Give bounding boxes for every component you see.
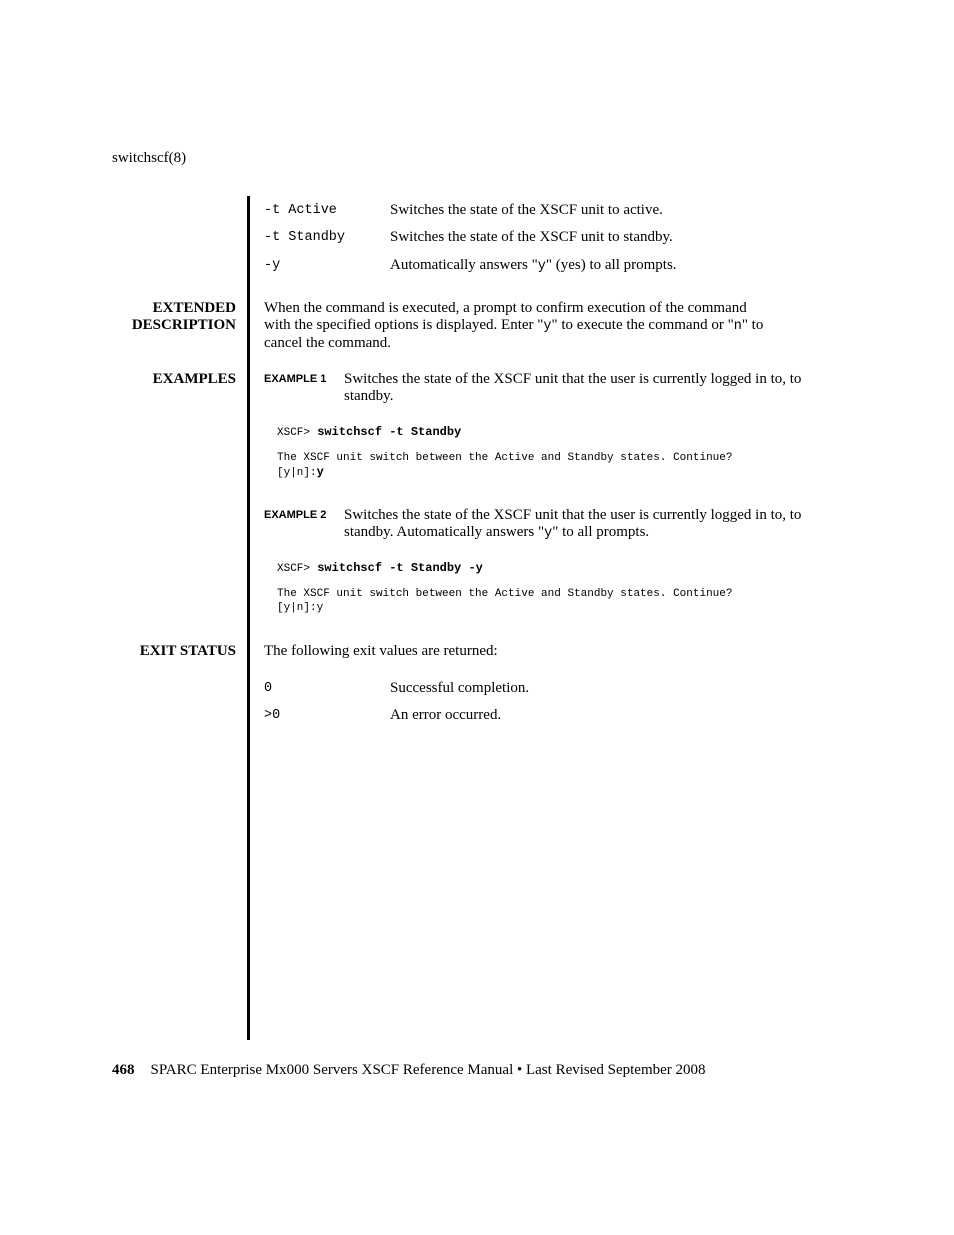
ext-line2-a: with the specified options is displayed. Enter "	[264, 317, 544, 333]
exit-meaning-nonzero: An error occurred.	[390, 707, 502, 723]
example-1-output	[277, 451, 732, 480]
ext-line2-n: n	[733, 319, 742, 334]
example-1-output-line1: The XSCF unit switch between the Active and Standby states. Continue?	[277, 452, 733, 464]
extended-description-line3: cancel the command.	[264, 335, 392, 351]
option-desc-y-pre: Automatically answers "	[390, 257, 538, 273]
option-desc-standby: Switches the state of the XSCF unit to standby.	[390, 229, 673, 245]
example-1-label: EXAMPLE 1	[264, 373, 327, 385]
examples-heading: EXAMPLES	[152, 371, 236, 387]
option-desc-active: Switches the state of the XSCF unit to active.	[390, 202, 663, 218]
section-divider-rule	[247, 196, 250, 1040]
example-1-command	[277, 425, 461, 440]
extended-description-heading-line1: EXTENDED	[152, 300, 236, 316]
option-desc-y-post: " (yes) to all prompts.	[545, 257, 677, 273]
option-desc-y-code: y	[537, 259, 546, 274]
exit-code-0: 0	[264, 681, 273, 696]
footer-text: SPARC Enterprise Mx000 Servers XSCF Reference Manual • Last Revised September 2008	[150, 1062, 706, 1078]
example-2-command-text: switchscf -t Standby -y	[317, 561, 483, 575]
ex2-line2-b: " to all prompts.	[552, 524, 650, 540]
example-1-text	[344, 371, 826, 405]
ext-line2-y: y	[543, 319, 552, 334]
example-2-text-line1: Switches the state of the XSCF unit that the user is currently logged in to, to	[344, 507, 802, 523]
example-2-command	[277, 561, 483, 576]
option-flag-standby: -t Standby	[264, 230, 346, 245]
extended-description-body	[264, 300, 826, 352]
ext-line2-b: " to execute the command or "	[551, 317, 734, 333]
example-1-text-line1: Switches the state of the XSCF unit that the user is currently logged in to, to	[344, 371, 802, 387]
example-2-output-line1: The XSCF unit switch between the Active and Standby states. Continue?	[277, 588, 733, 600]
option-flag-y: -y	[264, 258, 281, 273]
example-1-prompt: XSCF>	[277, 427, 311, 439]
page-number: 468	[112, 1062, 135, 1078]
example-1-output-line2	[277, 465, 732, 480]
extended-description-heading-line2: DESCRIPTION	[131, 317, 236, 333]
exit-status-intro: The following exit values are returned:	[264, 643, 498, 659]
exit-meaning-0: Successful completion.	[390, 680, 530, 696]
extended-description-line2	[264, 317, 826, 335]
example-2-text-line2	[344, 524, 826, 542]
option-flag-active: -t Active	[264, 203, 337, 218]
example-2-text	[344, 507, 826, 542]
example-1-output-answer: y	[316, 465, 324, 479]
ex2-line2-a: standby. Automatically answers "	[344, 524, 545, 540]
example-2-output-line2: [y|n]:y	[277, 602, 324, 614]
example-1-output-prompt: [y|n]:	[277, 467, 317, 479]
running-header: switchscf(8)	[112, 150, 187, 166]
ex2-line2-y: y	[544, 526, 553, 541]
exit-code-nonzero: >0	[264, 708, 281, 723]
page-footer	[112, 1062, 706, 1079]
example-1-text-line2: standby.	[344, 388, 394, 404]
extended-description-line1: When the command is executed, a prompt to confirm execution of the command	[264, 300, 747, 316]
example-2-label: EXAMPLE 2	[264, 509, 327, 521]
option-desc-y	[390, 257, 677, 275]
extended-description-heading	[112, 300, 236, 334]
example-1-command-text: switchscf -t Standby	[317, 425, 462, 439]
example-2-output	[277, 587, 732, 615]
example-2-prompt: XSCF>	[277, 563, 311, 575]
exit-status-heading: EXIT STATUS	[139, 643, 236, 659]
ext-line2-c: " to	[741, 317, 764, 333]
